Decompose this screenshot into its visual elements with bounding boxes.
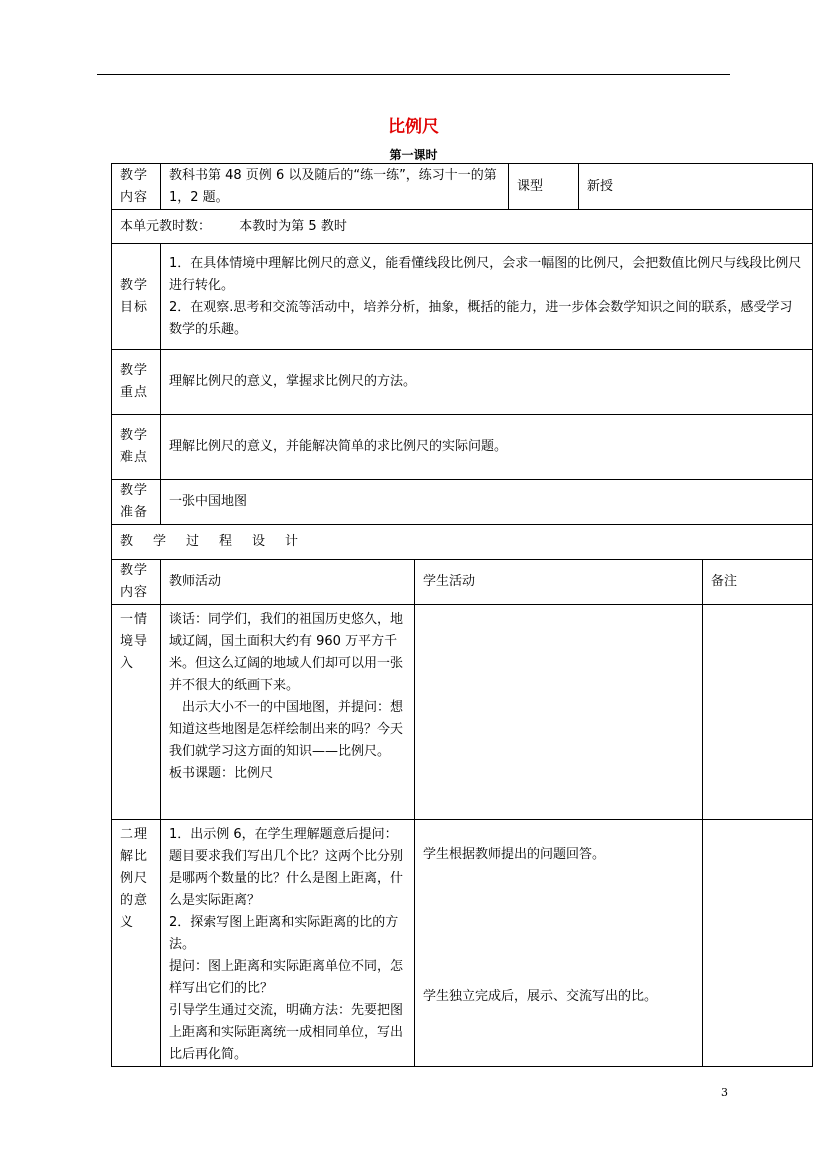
teacher-text: 出示大小不一的中国地图，并提问：想知道这些地图是怎样绘制出来的吗？今天我们就学习这方面的知识——比例尺。: [169, 700, 404, 759]
process-title: 教学过程设计: [112, 525, 813, 560]
prep-label: 教学准备: [112, 480, 161, 525]
key-value: 理解比例尺的意义，掌握求比例尺的方法。: [161, 350, 813, 415]
teacher-text: 引导学生通过交流，明确方法：先要把图上距离和实际距离统一成相同单位，写出比后再化简。: [169, 1003, 404, 1062]
table-row: [112, 210, 813, 244]
student-text: 学生独立完成后，展示、交流写出的比。: [423, 989, 658, 1004]
row-content-intro: 一情境导入: [112, 605, 161, 820]
goal-item: 2．在观察.思考和交流等活动中，培养分析，抽象，概括的能力，进一步体会数学知识之间的联系，感受学习数学的乐趣。: [169, 299, 793, 337]
table-row: [112, 415, 813, 480]
prep-value: 一张中国地图: [161, 480, 813, 525]
table-row: [112, 820, 813, 1067]
page-title: 比例尺: [388, 117, 439, 137]
note-cell: [703, 820, 813, 1067]
content-value: 教科书第 48 页例 6 以及随后的“练一练”，练习十一的第 1，2 题。: [161, 164, 509, 210]
student-activity-cell: [415, 820, 703, 1067]
key-label: 教学重点: [112, 350, 161, 415]
table-row: [112, 525, 813, 560]
col-header-teacher: 教师活动: [161, 560, 415, 605]
col-header-note: 备注: [703, 560, 813, 605]
goal-label: 教学目标: [112, 244, 161, 350]
header-rule: [97, 74, 730, 75]
teacher-text: 板书课题：比例尺: [169, 766, 274, 781]
teacher-text: 2．探索写图上距离和实际距离的比的方法。: [169, 915, 399, 952]
goal-item: 1．在具体情境中理解比例尺的意义，能看懂线段比例尺，会求一幅图的比例尺，会把数值比例尺与线段比例尺进行转化。: [169, 255, 802, 293]
note-cell: [703, 605, 813, 820]
table-row: [112, 244, 813, 350]
hours-cell: [112, 210, 813, 244]
col-header-content: 教学内容: [112, 560, 161, 605]
teacher-activity-cell: [161, 605, 415, 820]
hours-label: 本单元教时数：: [120, 218, 212, 234]
table-row: [112, 480, 813, 525]
table-row: [112, 350, 813, 415]
col-header-student: 学生活动: [415, 560, 703, 605]
teacher-text: 提问：图上距离和实际距离单位不同，怎样写出它们的比？: [169, 959, 404, 996]
lesson-plan-table: [111, 163, 813, 1067]
teacher-text: 谈话：同学们，我们的祖国历史悠久，地域辽阔，国土面积大约有 960 万平方千米。但这么辽阔的地域人们却可以用一张并不很大的纸画下来。: [169, 612, 404, 693]
type-value: 新授: [579, 164, 813, 210]
goal-cell: [161, 244, 813, 350]
hours-value: 本教时为第 5 教时: [239, 218, 347, 234]
student-text: 学生根据教师提出的问题回答。: [423, 847, 606, 862]
content-label: 教学内容: [112, 164, 161, 210]
teacher-text: 1．出示例 6，在学生理解题意后提问：题目要求我们写出几个比？这两个比分别是哪两个数量的比？什么是图上距离，什么是实际距离？: [169, 827, 404, 908]
teacher-activity-cell: [161, 820, 415, 1067]
student-activity-cell: [415, 605, 703, 820]
table-row: [112, 164, 813, 210]
page-subtitle: 第一课时: [389, 148, 438, 162]
table-row: [112, 605, 813, 820]
type-label: 课型: [509, 164, 579, 210]
difficulty-label: 教学难点: [112, 415, 161, 480]
difficulty-value: 理解比例尺的意义，并能解决简单的求比例尺的实际问题。: [161, 415, 813, 480]
page-number: 3: [721, 1086, 728, 1099]
row-content-meaning: 二理解比例尺的意义: [112, 820, 161, 1067]
table-header-row: [112, 560, 813, 605]
